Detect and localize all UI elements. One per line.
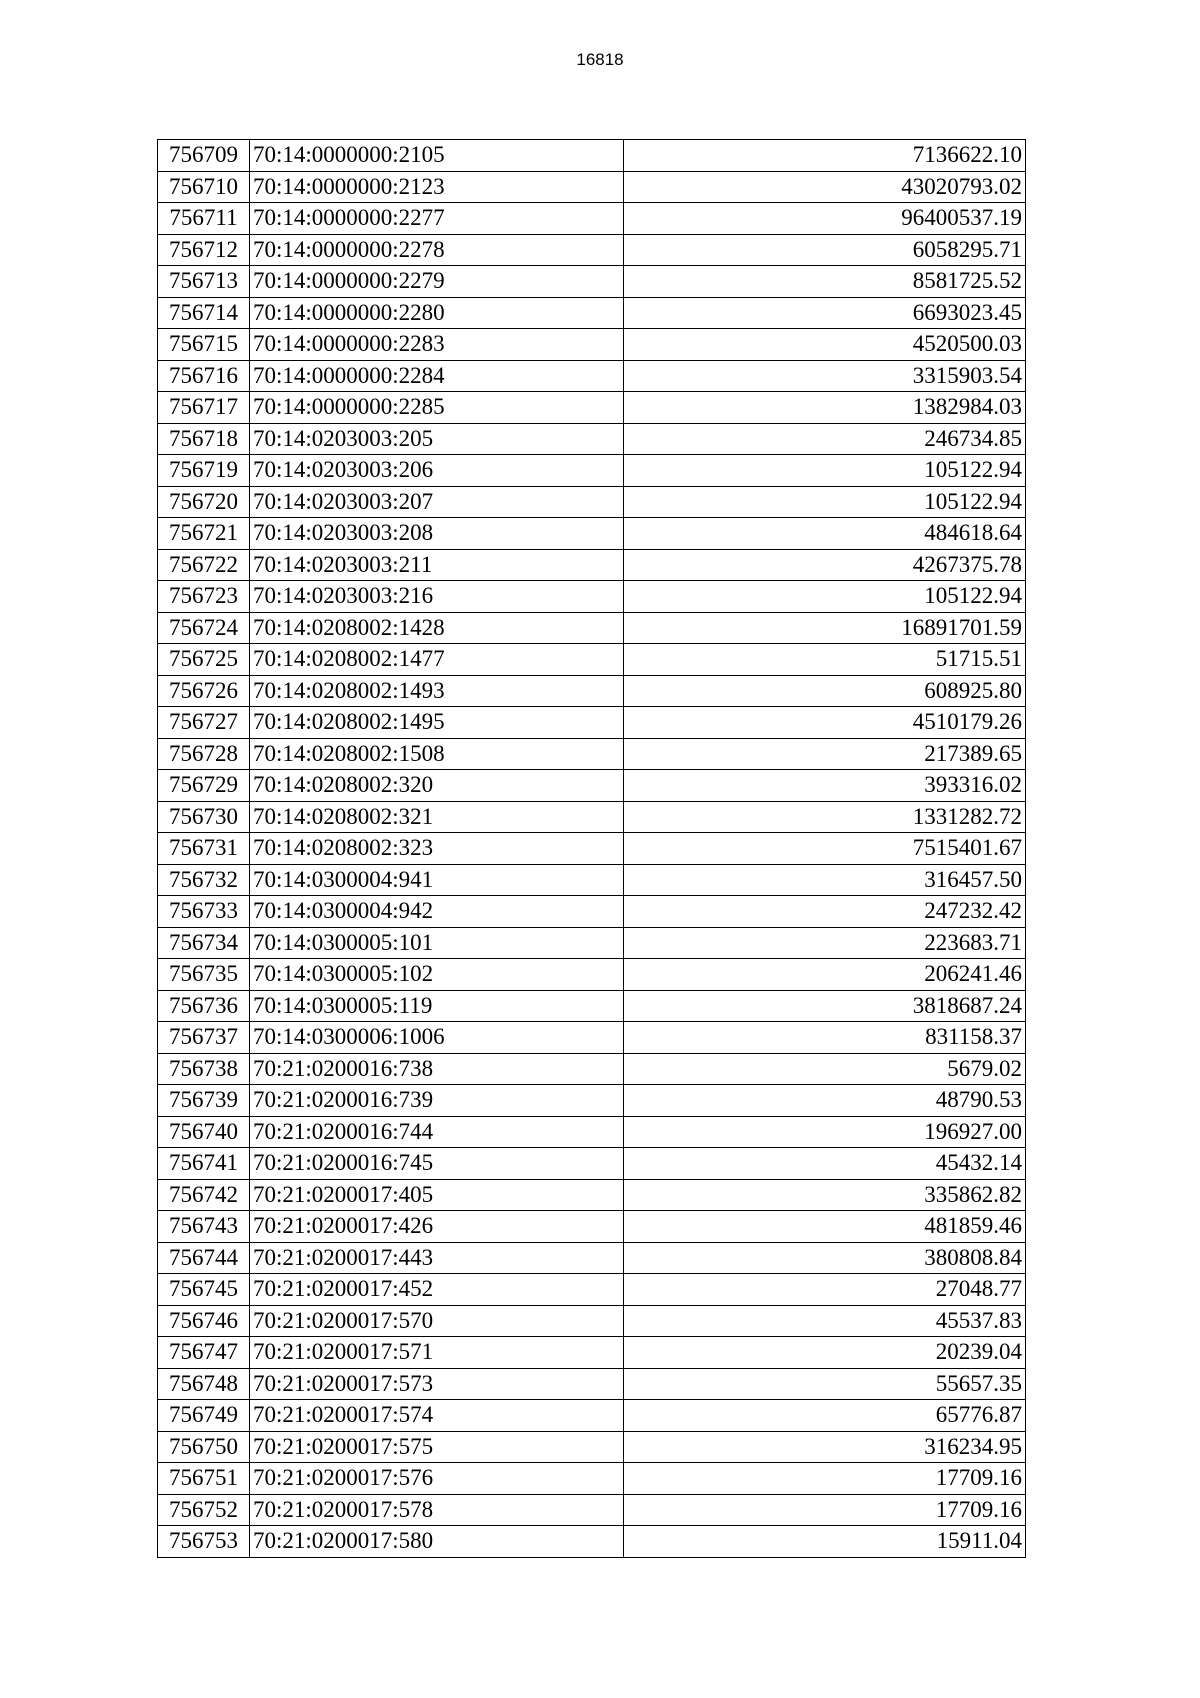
row-number-cell: 756742 [158, 1179, 250, 1211]
cadastral-value-cell: 393316.02 [624, 770, 1026, 802]
row-number-cell: 756738 [158, 1053, 250, 1085]
row-number-cell: 756709 [158, 140, 250, 172]
row-number-cell: 756721 [158, 518, 250, 550]
cadastral-number-cell: 70:14:0208002:1428 [250, 612, 624, 644]
row-number-cell: 756744 [158, 1242, 250, 1274]
row-number-cell: 756751 [158, 1463, 250, 1495]
row-number-cell: 756752 [158, 1494, 250, 1526]
table-row [158, 1305, 1026, 1337]
table-row [158, 203, 1026, 235]
cadastral-value-cell: 7515401.67 [624, 833, 1026, 865]
cadastral-value-cell: 65776.87 [624, 1400, 1026, 1432]
row-number-cell: 756712 [158, 234, 250, 266]
cadastral-number-cell: 70:14:0203003:206 [250, 455, 624, 487]
table-row [158, 581, 1026, 613]
cadastral-number-cell: 70:21:0200016:739 [250, 1085, 624, 1117]
row-number-cell: 756718 [158, 423, 250, 455]
cadastral-value-cell: 6693023.45 [624, 297, 1026, 329]
row-number-cell: 756747 [158, 1337, 250, 1369]
table-row [158, 1431, 1026, 1463]
row-number-cell: 756715 [158, 329, 250, 361]
cadastral-number-cell: 70:21:0200017:573 [250, 1368, 624, 1400]
row-number-cell: 756753 [158, 1526, 250, 1558]
row-number-cell: 756743 [158, 1211, 250, 1243]
cadastral-value-cell: 1382984.03 [624, 392, 1026, 424]
row-number-cell: 756741 [158, 1148, 250, 1180]
cadastral-number-cell: 70:21:0200017:571 [250, 1337, 624, 1369]
cadastral-value-table [157, 139, 1026, 1558]
cadastral-number-cell: 70:21:0200017:576 [250, 1463, 624, 1495]
table-row [158, 738, 1026, 770]
cadastral-value-cell: 380808.84 [624, 1242, 1026, 1274]
cadastral-number-cell: 70:21:0200017:426 [250, 1211, 624, 1243]
cadastral-value-cell: 4510179.26 [624, 707, 1026, 739]
cadastral-number-cell: 70:14:0208002:1493 [250, 675, 624, 707]
table-row [158, 707, 1026, 739]
cadastral-number-cell: 70:14:0000000:2284 [250, 360, 624, 392]
cadastral-number-cell: 70:14:0000000:2279 [250, 266, 624, 298]
row-number-cell: 756732 [158, 864, 250, 896]
cadastral-value-cell: 206241.46 [624, 959, 1026, 991]
cadastral-value-cell: 217389.65 [624, 738, 1026, 770]
cadastral-value-cell: 51715.51 [624, 644, 1026, 676]
cadastral-value-cell: 27048.77 [624, 1274, 1026, 1306]
table-row [158, 833, 1026, 865]
cadastral-value-cell: 45432.14 [624, 1148, 1026, 1180]
cadastral-value-cell: 7136622.10 [624, 140, 1026, 172]
row-number-cell: 756723 [158, 581, 250, 613]
cadastral-value-cell: 16891701.59 [624, 612, 1026, 644]
cadastral-number-cell: 70:14:0000000:2285 [250, 392, 624, 424]
cadastral-value-cell: 17709.16 [624, 1494, 1026, 1526]
table-body [158, 140, 1026, 1558]
row-number-cell: 756745 [158, 1274, 250, 1306]
cadastral-value-cell: 196927.00 [624, 1116, 1026, 1148]
cadastral-number-cell: 70:21:0200016:738 [250, 1053, 624, 1085]
table-row [158, 1053, 1026, 1085]
row-number-cell: 756730 [158, 801, 250, 833]
table-row [158, 1085, 1026, 1117]
cadastral-value-cell: 316457.50 [624, 864, 1026, 896]
row-number-cell: 756727 [158, 707, 250, 739]
table-row [158, 612, 1026, 644]
cadastral-number-cell: 70:14:0000000:2277 [250, 203, 624, 235]
cadastral-value-cell: 335862.82 [624, 1179, 1026, 1211]
cadastral-number-cell: 70:14:0203003:208 [250, 518, 624, 550]
cadastral-number-cell: 70:14:0000000:2283 [250, 329, 624, 361]
cadastral-value-cell: 4267375.78 [624, 549, 1026, 581]
table-row [158, 644, 1026, 676]
cadastral-value-cell: 4520500.03 [624, 329, 1026, 361]
row-number-cell: 756748 [158, 1368, 250, 1400]
cadastral-value-cell: 43020793.02 [624, 171, 1026, 203]
cadastral-value-cell: 3315903.54 [624, 360, 1026, 392]
cadastral-number-cell: 70:21:0200017:575 [250, 1431, 624, 1463]
table-row [158, 518, 1026, 550]
cadastral-value-cell: 105122.94 [624, 486, 1026, 518]
row-number-cell: 756719 [158, 455, 250, 487]
table-row [158, 1494, 1026, 1526]
cadastral-number-cell: 70:14:0300006:1006 [250, 1022, 624, 1054]
table-row [158, 1526, 1026, 1558]
row-number-cell: 756731 [158, 833, 250, 865]
table-row [158, 360, 1026, 392]
cadastral-number-cell: 70:14:0203003:211 [250, 549, 624, 581]
row-number-cell: 756710 [158, 171, 250, 203]
table-row [158, 171, 1026, 203]
cadastral-value-cell: 17709.16 [624, 1463, 1026, 1495]
cadastral-value-cell: 8581725.52 [624, 266, 1026, 298]
cadastral-number-cell: 70:14:0208002:1508 [250, 738, 624, 770]
table-row [158, 1463, 1026, 1495]
row-number-cell: 756713 [158, 266, 250, 298]
cadastral-number-cell: 70:14:0000000:2278 [250, 234, 624, 266]
cadastral-number-cell: 70:14:0300005:101 [250, 927, 624, 959]
cadastral-number-cell: 70:14:0203003:216 [250, 581, 624, 613]
row-number-cell: 756722 [158, 549, 250, 581]
cadastral-number-cell: 70:14:0208002:320 [250, 770, 624, 802]
table-row [158, 329, 1026, 361]
cadastral-number-cell: 70:21:0200016:745 [250, 1148, 624, 1180]
cadastral-number-cell: 70:14:0203003:205 [250, 423, 624, 455]
cadastral-number-cell: 70:14:0300004:941 [250, 864, 624, 896]
row-number-cell: 756724 [158, 612, 250, 644]
table-row [158, 896, 1026, 928]
table-row [158, 1368, 1026, 1400]
cadastral-value-cell: 6058295.71 [624, 234, 1026, 266]
table-row [158, 1337, 1026, 1369]
row-number-cell: 756739 [158, 1085, 250, 1117]
table-row [158, 1211, 1026, 1243]
row-number-cell: 756716 [158, 360, 250, 392]
cadastral-value-cell: 105122.94 [624, 455, 1026, 487]
row-number-cell: 756728 [158, 738, 250, 770]
row-number-cell: 756736 [158, 990, 250, 1022]
table-row [158, 959, 1026, 991]
cadastral-value-cell: 247232.42 [624, 896, 1026, 928]
cadastral-value-cell: 484618.64 [624, 518, 1026, 550]
table-row [158, 486, 1026, 518]
row-number-cell: 756717 [158, 392, 250, 424]
cadastral-number-cell: 70:14:0300005:102 [250, 959, 624, 991]
cadastral-value-cell: 1331282.72 [624, 801, 1026, 833]
cadastral-value-cell: 5679.02 [624, 1053, 1026, 1085]
cadastral-value-cell: 20239.04 [624, 1337, 1026, 1369]
cadastral-value-cell: 96400537.19 [624, 203, 1026, 235]
cadastral-number-cell: 70:21:0200017:570 [250, 1305, 624, 1337]
cadastral-number-cell: 70:14:0208002:1495 [250, 707, 624, 739]
table-row [158, 801, 1026, 833]
cadastral-number-cell: 70:14:0208002:323 [250, 833, 624, 865]
row-number-cell: 756733 [158, 896, 250, 928]
cadastral-value-cell: 608925.80 [624, 675, 1026, 707]
cadastral-value-cell: 45537.83 [624, 1305, 1026, 1337]
table-row [158, 1022, 1026, 1054]
table-row [158, 990, 1026, 1022]
table-row [158, 392, 1026, 424]
table-row [158, 675, 1026, 707]
cadastral-number-cell: 70:14:0000000:2280 [250, 297, 624, 329]
cadastral-number-cell: 70:14:0208002:1477 [250, 644, 624, 676]
row-number-cell: 756735 [158, 959, 250, 991]
cadastral-value-cell: 105122.94 [624, 581, 1026, 613]
page-number: 16818 [576, 50, 624, 69]
table-row [158, 1116, 1026, 1148]
row-number-cell: 756734 [158, 927, 250, 959]
cadastral-value-cell: 831158.37 [624, 1022, 1026, 1054]
cadastral-value-cell: 481859.46 [624, 1211, 1026, 1243]
row-number-cell: 756729 [158, 770, 250, 802]
table-row [158, 1274, 1026, 1306]
cadastral-number-cell: 70:21:0200016:744 [250, 1116, 624, 1148]
cadastral-value-cell: 246734.85 [624, 423, 1026, 455]
row-number-cell: 756750 [158, 1431, 250, 1463]
row-number-cell: 756714 [158, 297, 250, 329]
table-row [158, 423, 1026, 455]
table-row [158, 297, 1026, 329]
table-row [158, 455, 1026, 487]
cadastral-number-cell: 70:21:0200017:578 [250, 1494, 624, 1526]
table-row [158, 864, 1026, 896]
cadastral-value-cell: 3818687.24 [624, 990, 1026, 1022]
row-number-cell: 756740 [158, 1116, 250, 1148]
row-number-cell: 756746 [158, 1305, 250, 1337]
cadastral-number-cell: 70:21:0200017:452 [250, 1274, 624, 1306]
table-row [158, 770, 1026, 802]
table-row [158, 1148, 1026, 1180]
cadastral-number-cell: 70:14:0208002:321 [250, 801, 624, 833]
table-row [158, 1400, 1026, 1432]
row-number-cell: 756737 [158, 1022, 250, 1054]
cadastral-number-cell: 70:21:0200017:443 [250, 1242, 624, 1274]
cadastral-number-cell: 70:21:0200017:405 [250, 1179, 624, 1211]
row-number-cell: 756726 [158, 675, 250, 707]
cadastral-number-cell: 70:14:0300005:119 [250, 990, 624, 1022]
cadastral-value-cell: 15911.04 [624, 1526, 1026, 1558]
cadastral-number-cell: 70:21:0200017:574 [250, 1400, 624, 1432]
table-row [158, 1179, 1026, 1211]
row-number-cell: 756725 [158, 644, 250, 676]
row-number-cell: 756711 [158, 203, 250, 235]
cadastral-value-cell: 55657.35 [624, 1368, 1026, 1400]
table-row [158, 549, 1026, 581]
cadastral-number-cell: 70:14:0203003:207 [250, 486, 624, 518]
cadastral-value-cell: 316234.95 [624, 1431, 1026, 1463]
cadastral-number-cell: 70:14:0300004:942 [250, 896, 624, 928]
cadastral-value-cell: 223683.71 [624, 927, 1026, 959]
cadastral-value-cell: 48790.53 [624, 1085, 1026, 1117]
cadastral-number-cell: 70:21:0200017:580 [250, 1526, 624, 1558]
table-row [158, 1242, 1026, 1274]
table-row [158, 266, 1026, 298]
table-row [158, 927, 1026, 959]
cadastral-number-cell: 70:14:0000000:2105 [250, 140, 624, 172]
table-row [158, 234, 1026, 266]
row-number-cell: 756720 [158, 486, 250, 518]
row-number-cell: 756749 [158, 1400, 250, 1432]
table-row [158, 140, 1026, 172]
cadastral-number-cell: 70:14:0000000:2123 [250, 171, 624, 203]
